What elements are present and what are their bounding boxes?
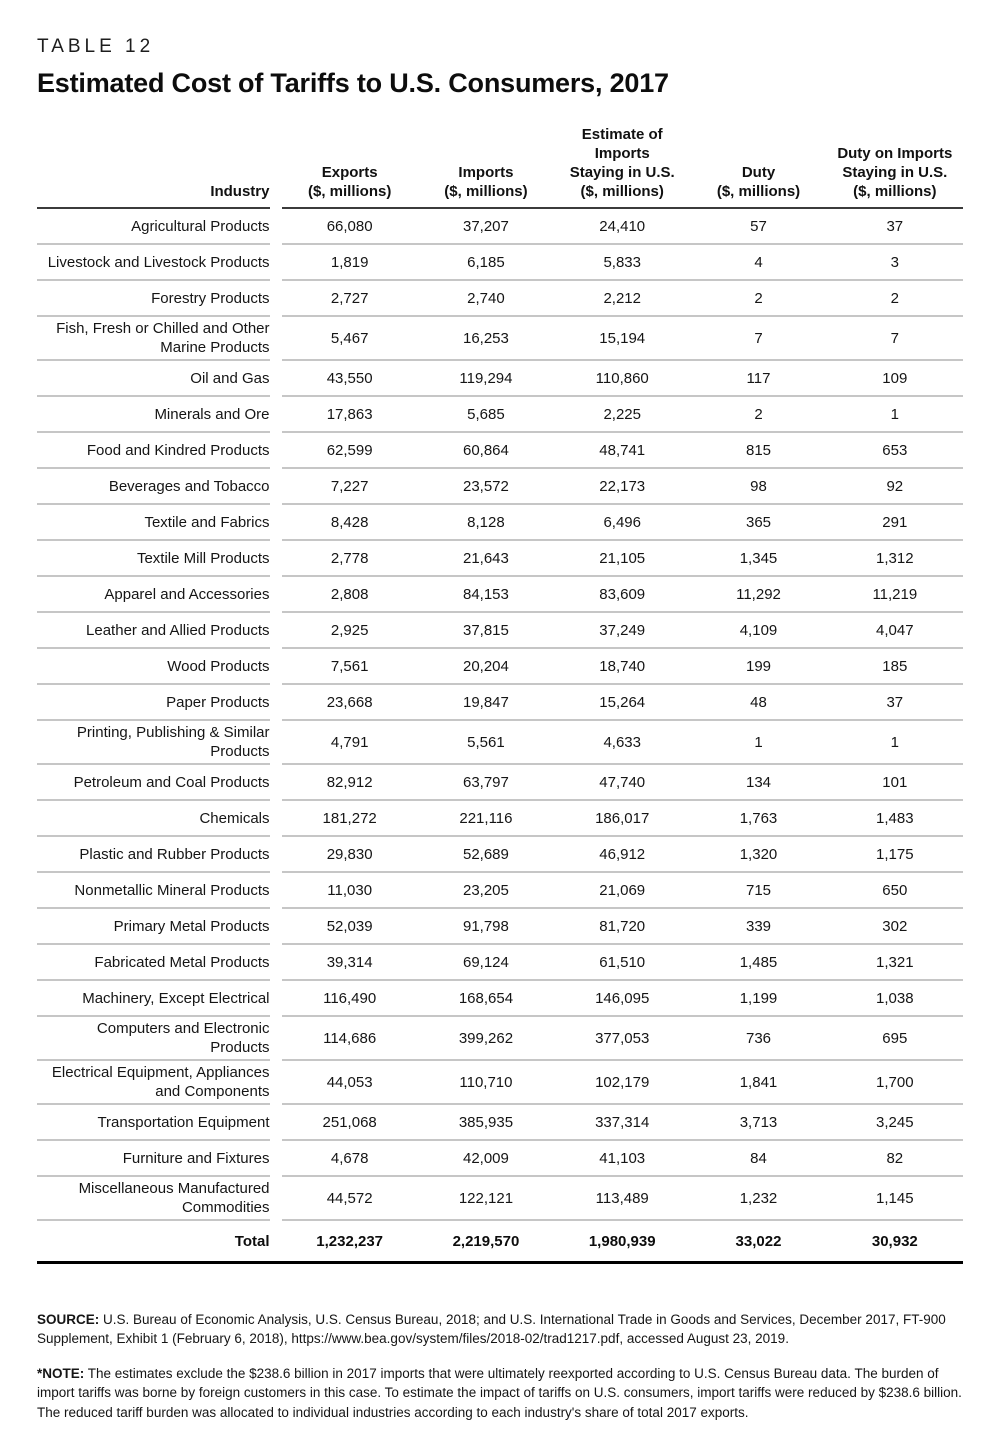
- value-cell: 5,561: [418, 721, 554, 765]
- industry-cell: Computers and Electronic Products: [37, 1017, 270, 1061]
- value-cell: 3: [827, 245, 963, 281]
- industry-cell: Agricultural Products: [37, 209, 270, 245]
- value-cell: 4,678: [282, 1141, 418, 1177]
- value-cell: 146,095: [554, 981, 690, 1017]
- industry-cell: Petroleum and Coal Products: [37, 765, 270, 801]
- total-row: [37, 1221, 963, 1261]
- note-text: The estimates exclude the $238.6 billion in 2017 imports that were ultimately reexported according to U.S. Census Bureau data. The burden of import tariffs was borne by foreign customers in this case. To estimate the impact of tariffs on U.S. consumers, import tariffs were reduced by $238.6 billion. The reduced tariff burden was allocated to individual industries according to each industry's share of total 2017 exports.: [37, 1366, 962, 1420]
- value-cell: 24,410: [554, 209, 690, 245]
- value-cell: 44,053: [282, 1061, 418, 1105]
- value-cell: 377,053: [554, 1017, 690, 1061]
- column-gap: [270, 1017, 282, 1061]
- industry-cell: Minerals and Ore: [37, 397, 270, 433]
- value-cell: 91,798: [418, 909, 554, 945]
- column-header-duty-staying: Duty on Imports Staying in U.S. ($, millions): [827, 125, 963, 209]
- value-cell: 302: [827, 909, 963, 945]
- tariff-table: [37, 125, 963, 1264]
- table-row: [37, 577, 963, 613]
- column-gap: [270, 505, 282, 541]
- table-row: [37, 801, 963, 837]
- value-cell: 117: [690, 361, 826, 397]
- value-cell: 11,292: [690, 577, 826, 613]
- table-row: [37, 1141, 963, 1177]
- value-cell: 33,022: [735, 1232, 782, 1250]
- value-cell: 3,245: [827, 1105, 963, 1141]
- column-gap: [270, 281, 282, 317]
- value-cell: 7,561: [282, 649, 418, 685]
- industry-cell: Electrical Equipment, Appliances and Components: [37, 1061, 270, 1105]
- column-gap: [270, 721, 282, 765]
- column-gap: [270, 685, 282, 721]
- value-cell: 221,116: [418, 801, 554, 837]
- source-label: SOURCE:: [37, 1312, 100, 1327]
- column-gap: [270, 1221, 282, 1261]
- value-cell: 1,841: [690, 1061, 826, 1105]
- value-cell: 1,485: [690, 945, 826, 981]
- value-cell: 3,713: [690, 1105, 826, 1141]
- value-cell: 41,103: [554, 1141, 690, 1177]
- industry-cell: Beverages and Tobacco: [37, 469, 270, 505]
- value-cell: 47,740: [554, 765, 690, 801]
- table-row: [37, 685, 963, 721]
- value-cell: 42,009: [418, 1141, 554, 1177]
- column-header-imports: Imports ($, millions): [418, 125, 554, 209]
- column-gap: [270, 1141, 282, 1177]
- value-cell: 5,833: [554, 245, 690, 281]
- table-row: [37, 1061, 963, 1105]
- table-row: [37, 433, 963, 469]
- value-cell: 6,496: [554, 505, 690, 541]
- value-cell: 2: [827, 281, 963, 317]
- value-cell: 30,932: [871, 1232, 918, 1250]
- table-row: [37, 945, 963, 981]
- industry-cell: Primary Metal Products: [37, 909, 270, 945]
- value-cell: 1,232,237: [316, 1232, 384, 1250]
- column-header-imports-staying: Estimate of Imports Staying in U.S. ($, millions): [554, 125, 690, 209]
- value-cell: 1,483: [827, 801, 963, 837]
- value-cell: 6,185: [418, 245, 554, 281]
- table-row: [37, 721, 963, 765]
- table-row: [37, 837, 963, 873]
- value-cell: 18,740: [554, 649, 690, 685]
- column-gap: [270, 397, 282, 433]
- industry-cell: Apparel and Accessories: [37, 577, 270, 613]
- value-cell: 119,294: [418, 361, 554, 397]
- industry-cell: Plastic and Rubber Products: [37, 837, 270, 873]
- header-row: [37, 125, 963, 209]
- value-cell: 15,264: [554, 685, 690, 721]
- value-cell: 92: [827, 469, 963, 505]
- value-cell: 114,686: [282, 1017, 418, 1061]
- value-cell: 650: [827, 873, 963, 909]
- value-cell: 81,720: [554, 909, 690, 945]
- value-cell: 2,740: [418, 281, 554, 317]
- value-cell: 22,173: [554, 469, 690, 505]
- industry-cell: Leather and Allied Products: [37, 613, 270, 649]
- value-cell: 44,572: [282, 1177, 418, 1221]
- value-cell: 19,847: [418, 685, 554, 721]
- value-cell: 2: [690, 281, 826, 317]
- table-row: [37, 981, 963, 1017]
- industry-cell: Oil and Gas: [37, 361, 270, 397]
- value-cell: 2,212: [554, 281, 690, 317]
- value-cell: 23,205: [418, 873, 554, 909]
- value-cell: 39,314: [282, 945, 418, 981]
- value-cell: 16,253: [418, 317, 554, 361]
- column-gap: [270, 317, 282, 361]
- value-cell: 101: [827, 765, 963, 801]
- value-cell: 23,572: [418, 469, 554, 505]
- column-gap: [270, 541, 282, 577]
- value-cell: 84: [690, 1141, 826, 1177]
- value-cell: 61,510: [554, 945, 690, 981]
- industry-cell: Nonmetallic Mineral Products: [37, 873, 270, 909]
- value-cell: 1,312: [827, 541, 963, 577]
- column-gap: [270, 1177, 282, 1221]
- value-cell: 1,038: [827, 981, 963, 1017]
- value-cell: 11,219: [827, 577, 963, 613]
- value-cell: 21,069: [554, 873, 690, 909]
- value-cell: 60,864: [418, 433, 554, 469]
- value-cell: 2,727: [282, 281, 418, 317]
- source-text: U.S. Bureau of Economic Analysis, U.S. Census Bureau, 2018; and U.S. International Trade in Goods and Services, December 2017, FT-900 Supplement, Exhibit 1 (February 6, 2018), https://www.bea.gov/system/files/2018-02/trad1217.pdf, accessed August 23, 2019.: [37, 1312, 946, 1347]
- value-cell: 48: [690, 685, 826, 721]
- value-cell: 8,128: [418, 505, 554, 541]
- value-cell: 102,179: [554, 1061, 690, 1105]
- value-cell: 695: [827, 1017, 963, 1061]
- value-cell: 37,815: [418, 613, 554, 649]
- value-cell: 2,808: [282, 577, 418, 613]
- industry-cell: Furniture and Fixtures: [37, 1141, 270, 1177]
- table-row: [37, 397, 963, 433]
- value-cell: 52,689: [418, 837, 554, 873]
- column-gap: [270, 765, 282, 801]
- column-gap: [270, 613, 282, 649]
- value-cell: 66,080: [282, 209, 418, 245]
- table-row: [37, 209, 963, 245]
- industry-cell: Chemicals: [37, 801, 270, 837]
- value-cell: 1,321: [827, 945, 963, 981]
- table-row: [37, 281, 963, 317]
- value-cell: 113,489: [554, 1177, 690, 1221]
- table-row: [37, 873, 963, 909]
- value-cell: 1: [827, 721, 963, 765]
- table-row: [37, 245, 963, 281]
- value-cell: 82,912: [282, 765, 418, 801]
- value-cell: 98: [690, 469, 826, 505]
- value-cell: 653: [827, 433, 963, 469]
- value-cell: 84,153: [418, 577, 554, 613]
- value-cell: 37,207: [418, 209, 554, 245]
- industry-cell: Forestry Products: [37, 281, 270, 317]
- column-gap: [270, 361, 282, 397]
- value-cell: 5,685: [418, 397, 554, 433]
- value-cell: 62,599: [282, 433, 418, 469]
- value-cell: 1,980,939: [588, 1232, 656, 1250]
- value-cell: 21,105: [554, 541, 690, 577]
- table-row: [37, 1105, 963, 1141]
- value-cell: 1: [827, 397, 963, 433]
- value-cell: 43,550: [282, 361, 418, 397]
- value-cell: 2,219,570: [452, 1232, 520, 1250]
- column-gap: [270, 945, 282, 981]
- note-label: *NOTE:: [37, 1366, 85, 1382]
- value-cell: 11,030: [282, 873, 418, 909]
- column-gap: [270, 981, 282, 1017]
- table-body: [37, 209, 963, 1261]
- value-cell: 4,633: [554, 721, 690, 765]
- value-cell: 110,710: [418, 1061, 554, 1105]
- value-cell: 2,778: [282, 541, 418, 577]
- value-cell: 4,791: [282, 721, 418, 765]
- value-cell: 7,227: [282, 469, 418, 505]
- value-cell: 57: [690, 209, 826, 245]
- value-cell: 37: [827, 685, 963, 721]
- value-cell: 2,225: [554, 397, 690, 433]
- table-row: [37, 649, 963, 685]
- value-cell: 15,194: [554, 317, 690, 361]
- value-cell: 1,232: [690, 1177, 826, 1221]
- value-cell: 385,935: [418, 1105, 554, 1141]
- industry-cell: Machinery, Except Electrical: [37, 981, 270, 1017]
- industry-cell: Textile and Fabrics: [37, 505, 270, 541]
- column-gap: [270, 873, 282, 909]
- value-cell: 365: [690, 505, 826, 541]
- value-cell: 17,863: [282, 397, 418, 433]
- industry-cell: Textile Mill Products: [37, 541, 270, 577]
- value-cell: 134: [690, 765, 826, 801]
- column-header-duty: Duty ($, millions): [690, 125, 826, 209]
- table-row: [37, 361, 963, 397]
- value-cell: 110,860: [554, 361, 690, 397]
- value-cell: 715: [690, 873, 826, 909]
- industry-cell: Food and Kindred Products: [37, 433, 270, 469]
- value-cell: 1,145: [827, 1177, 963, 1221]
- value-cell: 399,262: [418, 1017, 554, 1061]
- value-cell: 339: [690, 909, 826, 945]
- value-cell: 4: [690, 245, 826, 281]
- column-gap: [270, 469, 282, 505]
- value-cell: 2: [690, 397, 826, 433]
- value-cell: 83,609: [554, 577, 690, 613]
- value-cell: 20,204: [418, 649, 554, 685]
- value-cell: 29,830: [282, 837, 418, 873]
- value-cell: 1: [690, 721, 826, 765]
- table-header: [37, 125, 963, 209]
- column-gap: [270, 909, 282, 945]
- column-gap: [270, 801, 282, 837]
- table-row: [37, 317, 963, 361]
- value-cell: 63,797: [418, 765, 554, 801]
- value-cell: 168,654: [418, 981, 554, 1017]
- value-cell: 2,925: [282, 613, 418, 649]
- value-cell: 815: [690, 433, 826, 469]
- column-header-exports: Exports ($, millions): [282, 125, 418, 209]
- value-cell: 1,819: [282, 245, 418, 281]
- table-row: [37, 505, 963, 541]
- value-cell: 5,467: [282, 317, 418, 361]
- value-cell: 1,199: [690, 981, 826, 1017]
- value-cell: 23,668: [282, 685, 418, 721]
- value-cell: 1,345: [690, 541, 826, 577]
- footnote: [37, 1364, 963, 1421]
- value-cell: 37,249: [554, 613, 690, 649]
- value-cell: 48,741: [554, 433, 690, 469]
- industry-cell: Transportation Equipment: [37, 1105, 270, 1141]
- value-cell: 1,320: [690, 837, 826, 873]
- value-cell: 37: [827, 209, 963, 245]
- industry-cell: Paper Products: [37, 685, 270, 721]
- column-gap: [270, 649, 282, 685]
- value-cell: 7: [827, 317, 963, 361]
- value-cell: 46,912: [554, 837, 690, 873]
- table-row: [37, 765, 963, 801]
- column-gap: [270, 1061, 282, 1105]
- industry-cell: Fabricated Metal Products: [37, 945, 270, 981]
- page-title: Estimated Cost of Tariffs to U.S. Consumers, 2017: [37, 68, 669, 98]
- value-cell: 122,121: [418, 1177, 554, 1221]
- industry-cell: Miscellaneous Manufactured Commodities: [37, 1177, 270, 1221]
- value-cell: 337,314: [554, 1105, 690, 1141]
- value-cell: 4,109: [690, 613, 826, 649]
- industry-cell: Printing, Publishing & Similar Products: [37, 721, 270, 765]
- value-cell: 52,039: [282, 909, 418, 945]
- column-gap: [270, 125, 282, 209]
- table-label: TABLE 12: [37, 36, 155, 57]
- value-cell: 7: [690, 317, 826, 361]
- value-cell: 199: [690, 649, 826, 685]
- industry-cell: Fish, Fresh or Chilled and Other Marine Products: [37, 317, 270, 361]
- value-cell: 4,047: [827, 613, 963, 649]
- table-row: [37, 1017, 963, 1061]
- table-row: [37, 541, 963, 577]
- industry-cell: Wood Products: [37, 649, 270, 685]
- value-cell: 185: [827, 649, 963, 685]
- column-gap: [270, 837, 282, 873]
- column-gap: [270, 245, 282, 281]
- value-cell: 21,643: [418, 541, 554, 577]
- value-cell: 8,428: [282, 505, 418, 541]
- value-cell: 116,490: [282, 981, 418, 1017]
- table-row: [37, 613, 963, 649]
- table-row: [37, 1177, 963, 1221]
- total-label-cell: Total: [234, 1232, 270, 1250]
- value-cell: 69,124: [418, 945, 554, 981]
- value-cell: 251,068: [282, 1105, 418, 1141]
- table-row: [37, 909, 963, 945]
- value-cell: 1,763: [690, 801, 826, 837]
- value-cell: 736: [690, 1017, 826, 1061]
- value-cell: 291: [827, 505, 963, 541]
- column-gap: [270, 433, 282, 469]
- column-gap: [270, 1105, 282, 1141]
- table-row: [37, 469, 963, 505]
- industry-cell: Livestock and Livestock Products: [37, 245, 270, 281]
- value-cell: 181,272: [282, 801, 418, 837]
- column-gap: [270, 577, 282, 613]
- value-cell: 1,175: [827, 837, 963, 873]
- column-gap: [270, 209, 282, 245]
- value-cell: 82: [827, 1141, 963, 1177]
- value-cell: 109: [827, 361, 963, 397]
- column-header-industry: Industry: [37, 125, 270, 209]
- value-cell: 186,017: [554, 801, 690, 837]
- source-note: [37, 1310, 963, 1348]
- value-cell: 1,700: [827, 1061, 963, 1105]
